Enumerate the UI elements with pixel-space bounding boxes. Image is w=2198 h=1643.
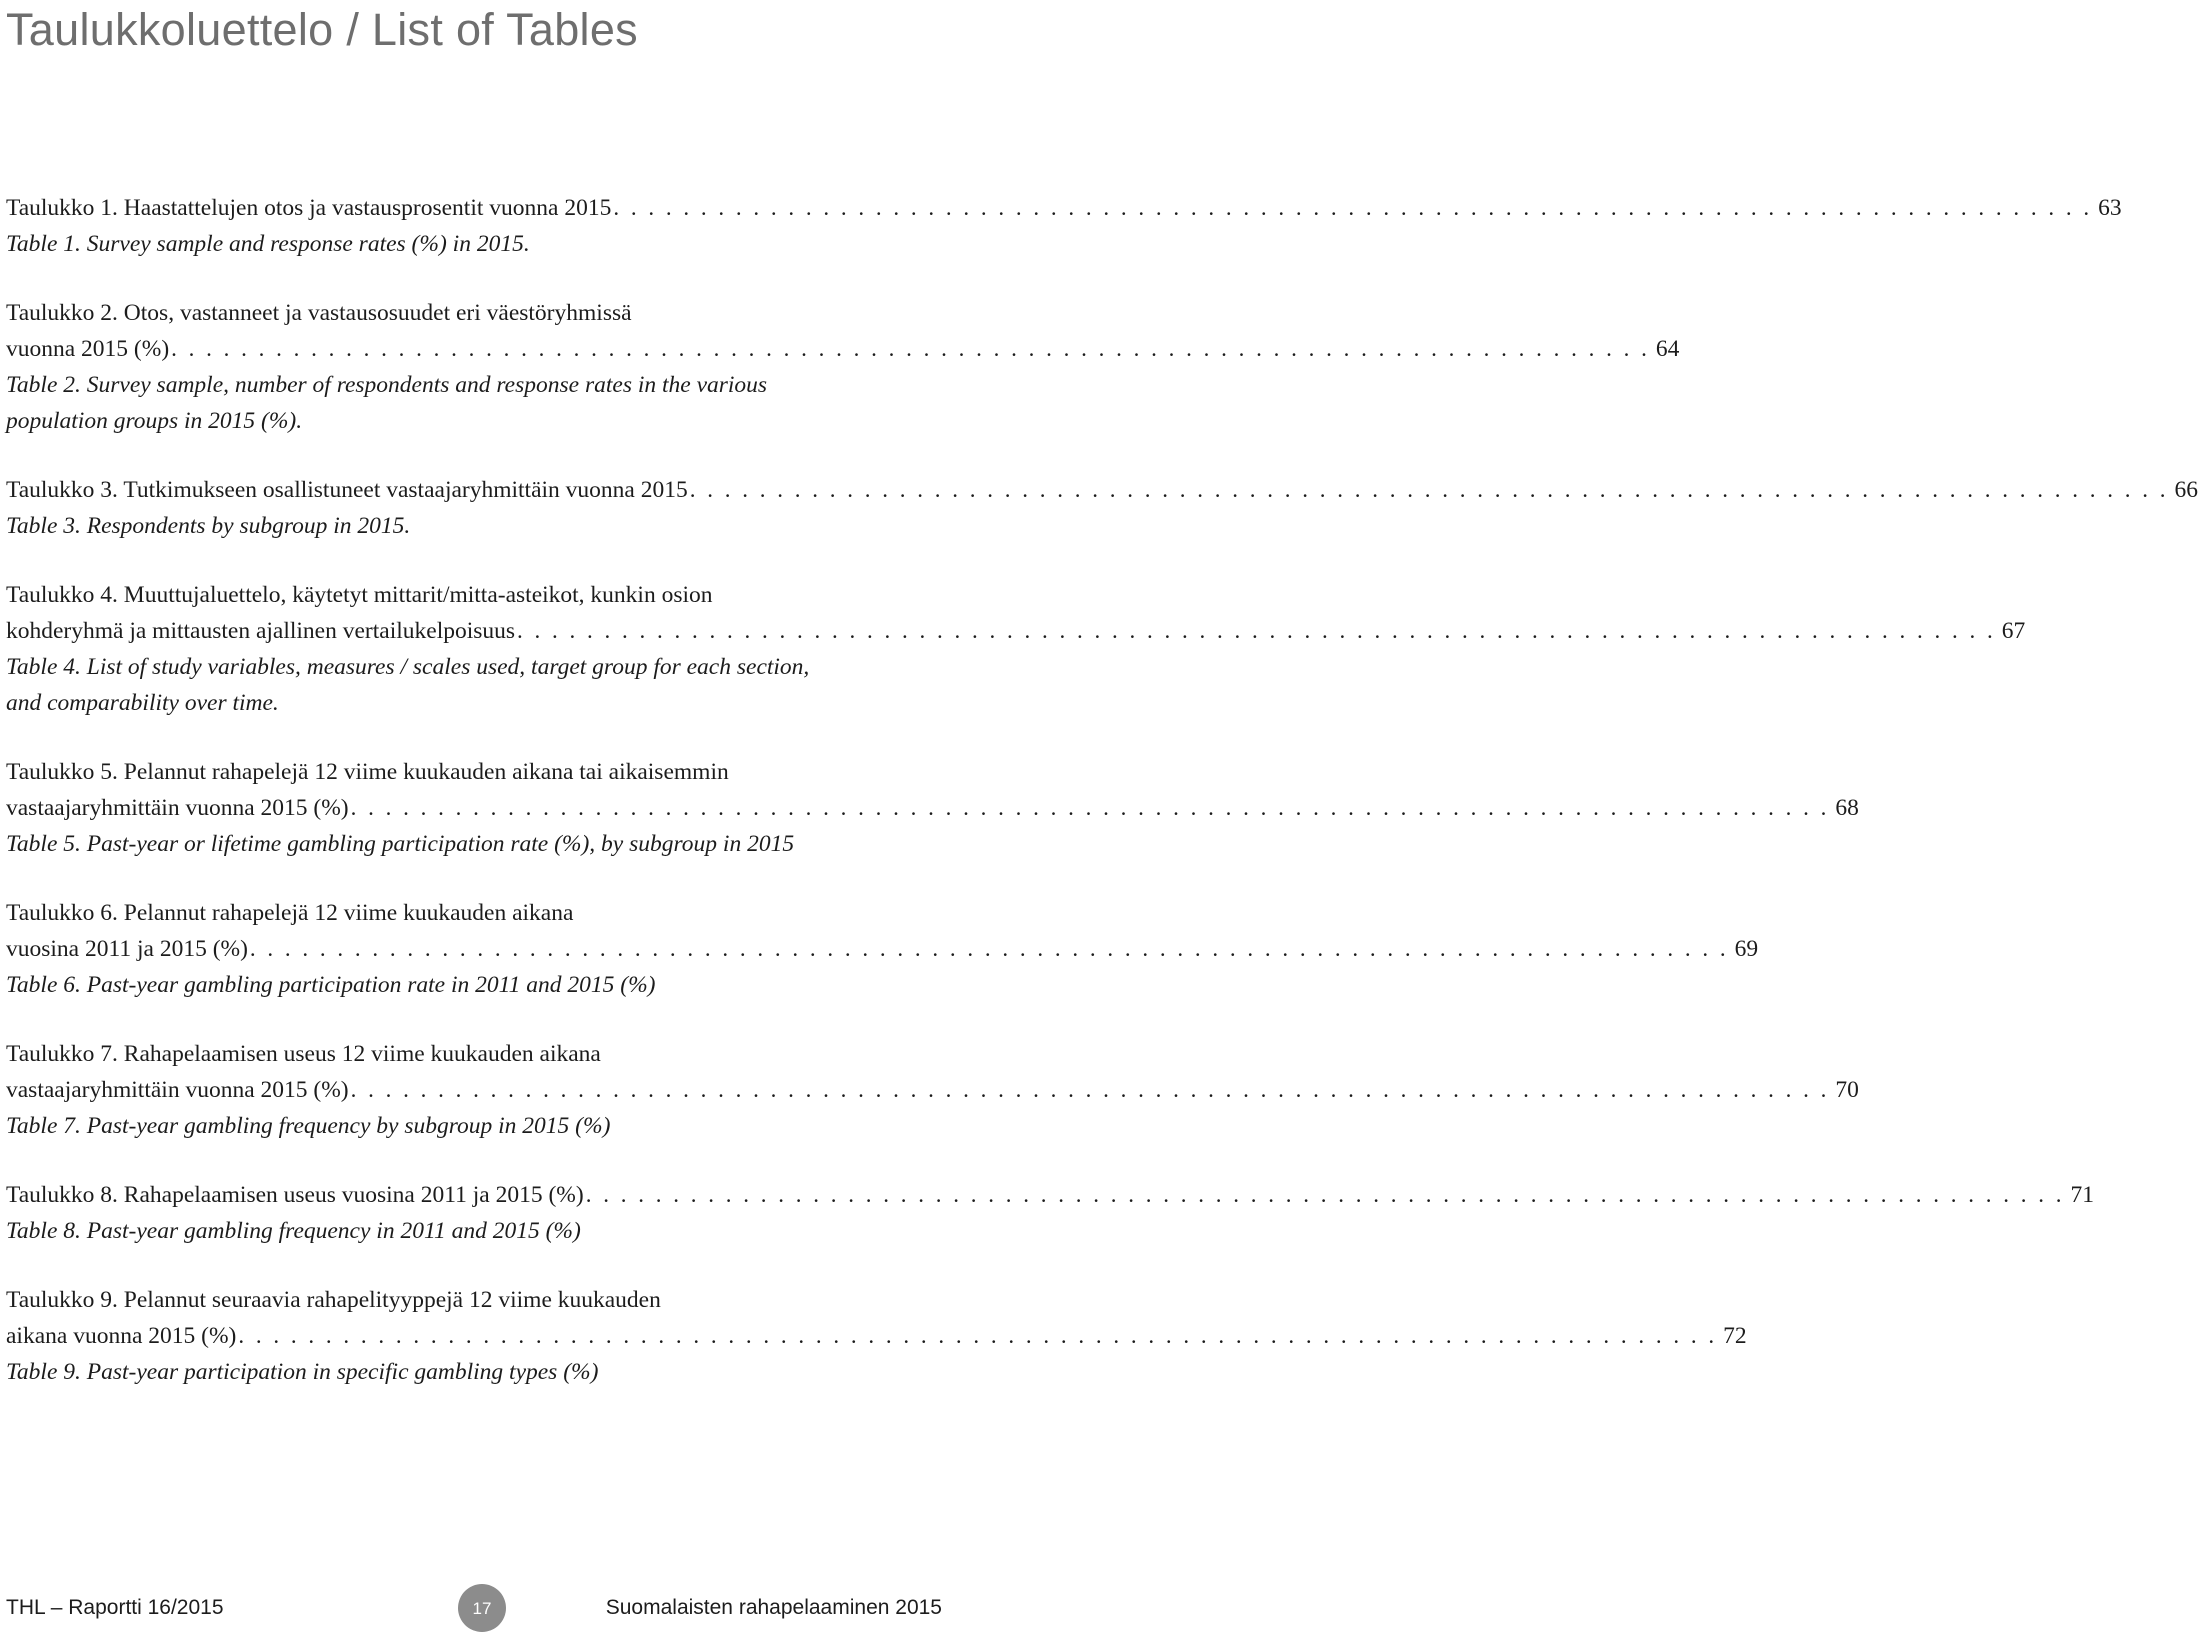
entry-finnish-title-line: Taulukko 4. Muuttujaluettelo, käytetyt mittarit/mitta-asteikot, kunkin osion: [6, 582, 713, 608]
entry-finnish-title-text: vastaajaryhmittäin vuonna 2015 (%): [6, 1077, 349, 1103]
entry-finnish-title-line: [6, 613, 2026, 649]
entry-finnish-title-text: vuonna 2015 (%): [6, 336, 170, 362]
entry-finnish-title-line: [6, 1318, 1747, 1354]
entry-finnish-title-text: vastaajaryhmittäin vuonna 2015 (%): [6, 795, 349, 821]
entry-page-number[interactable]: 63: [2098, 195, 2122, 221]
toc-entry[interactable]: [6, 754, 1859, 862]
entry-finnish-title-line: Taulukko 2. Otos, vastanneet ja vastausosuudet eri väestöryhmissä: [6, 300, 632, 326]
entry-page-number[interactable]: 70: [1835, 1077, 1859, 1103]
dot-leader: . . . . . . . . . . . . . . . . . . . . . . . . . . . . . . . . . . . . . . . . . . . . . . . . . . . . . . . . . . . . . . . . . . . . . . . . . . . . . . . . . . . . .: [249, 936, 1729, 961]
entry-page-number[interactable]: 67: [2001, 618, 2026, 644]
entry-finnish-title-line: [6, 931, 1759, 967]
entry-english-title-line: Table 4. List of study variables, measures / scales used, target group for each section,: [6, 654, 810, 680]
entry-english-title-line: Table 8. Past-year gambling frequency in 2011 and 2015 (%): [6, 1218, 581, 1244]
toc-entry[interactable]: [6, 1036, 1859, 1144]
dot-leader: . . . . . . . . . . . . . . . . . . . . . . . . . . . . . . . . . . . . . . . . . . . . . . . . . . . . . . . . . . . . . . . . . . . . . . . . . . . . . . . . . . . . .: [517, 618, 1996, 643]
entry-english-title-line: Table 6. Past-year gambling participation rate in 2011 and 2015 (%): [6, 972, 656, 998]
entry-english-title-line: Table 9. Past-year participation in specific gambling types (%): [6, 1359, 599, 1385]
dot-leader: . . . . . . . . . . . . . . . . . . . . . . . . . . . . . . . . . . . . . . . . . . . . . . . . . . . . . . . . . . . . . . . . . . . . . . . . . . . . . . . . . . . . .: [585, 1182, 2065, 1207]
entry-finnish-title-line: [6, 1177, 2094, 1213]
entry-english-title-line: Table 1. Survey sample and response rates (%) in 2015.: [6, 231, 530, 257]
entry-english-title-line: Table 7. Past-year gambling frequency by subgroup in 2015 (%): [6, 1113, 611, 1139]
entry-english-title-line: and comparability over time.: [6, 690, 279, 716]
toc-entry[interactable]: [6, 295, 1680, 439]
toc-entry[interactable]: [6, 472, 2198, 544]
entry-finnish-title-line: Taulukko 5. Pelannut rahapelejä 12 viime kuukauden aikana tai aikaisemmin: [6, 759, 729, 785]
entry-finnish-title-line: [6, 331, 1680, 367]
entry-finnish-title-line: Taulukko 9. Pelannut seuraavia rahapelityyppejä 12 viime kuukauden: [6, 1287, 661, 1313]
entry-page-number[interactable]: 69: [1734, 936, 1759, 962]
dot-leader: . . . . . . . . . . . . . . . . . . . . . . . . . . . . . . . . . . . . . . . . . . . . . . . . . . . . . . . . . . . . . . . . . . . . . . . . . . . . . . . . . . . . .: [350, 795, 1830, 820]
entry-finnish-title-text: Taulukko 8. Rahapelaamisen useus vuosina 2011 ja 2015 (%): [6, 1182, 584, 1208]
toc-entry[interactable]: [6, 1177, 2094, 1249]
entry-page-number[interactable]: 71: [2070, 1182, 2094, 1208]
entry-page-number[interactable]: 66: [2174, 477, 2198, 503]
table-list: [6, 190, 2198, 1423]
entry-finnish-title-text: Taulukko 1. Haastattelujen otos ja vastausprosentit vuonna 2015: [6, 195, 612, 221]
dot-leader: . . . . . . . . . . . . . . . . . . . . . . . . . . . . . . . . . . . . . . . . . . . . . . . . . . . . . . . . . . . . . . . . . . . . . . . . . . . . . . . . . . . . .: [689, 477, 2169, 502]
toc-entry[interactable]: [6, 577, 2026, 721]
entry-finnish-title-text: vuosina 2011 ja 2015 (%): [6, 936, 248, 962]
dot-leader: . . . . . . . . . . . . . . . . . . . . . . . . . . . . . . . . . . . . . . . . . . . . . . . . . . . . . . . . . . . . . . . . . . . . . . . . . . . . . . . . . . . . .: [613, 195, 2093, 220]
page-title: Taulukkoluettelo / List of Tables: [6, 4, 638, 55]
entry-english-title-line: population groups in 2015 (%).: [6, 408, 303, 434]
page-number-badge: 17: [458, 1584, 506, 1632]
entry-finnish-title-line: Taulukko 6. Pelannut rahapelejä 12 viime kuukauden aikana: [6, 900, 574, 926]
entry-page-number[interactable]: 64: [1655, 336, 1680, 362]
entry-english-title-line: Table 3. Respondents by subgroup in 2015.: [6, 513, 411, 539]
toc-entry[interactable]: [6, 190, 2122, 262]
entry-finnish-title-line: [6, 472, 2198, 508]
entry-finnish-title-line: [6, 190, 2122, 226]
entry-finnish-title-line: [6, 790, 1859, 826]
dot-leader: . . . . . . . . . . . . . . . . . . . . . . . . . . . . . . . . . . . . . . . . . . . . . . . . . . . . . . . . . . . . . . . . . . . . . . . . . . . . . . . . . . . . .: [171, 336, 1650, 361]
dot-leader: . . . . . . . . . . . . . . . . . . . . . . . . . . . . . . . . . . . . . . . . . . . . . . . . . . . . . . . . . . . . . . . . . . . . . . . . . . . . . . . . . . . . .: [350, 1077, 1830, 1102]
entry-finnish-title-text: aikana vuonna 2015 (%): [6, 1323, 237, 1349]
dot-leader: . . . . . . . . . . . . . . . . . . . . . . . . . . . . . . . . . . . . . . . . . . . . . . . . . . . . . . . . . . . . . . . . . . . . . . . . . . . . . . . . . . . . .: [238, 1323, 1718, 1348]
footer-report-id: THL – Raportti 16/2015: [6, 1596, 224, 1619]
entry-page-number[interactable]: 68: [1835, 795, 1859, 821]
entry-english-title-line: Table 5. Past-year or lifetime gambling participation rate (%), by subgroup in 2015: [6, 831, 795, 857]
entry-finnish-title-line: Taulukko 7. Rahapelaamisen useus 12 viime kuukauden aikana: [6, 1041, 601, 1067]
entry-finnish-title-line: [6, 1072, 1859, 1108]
toc-entry[interactable]: [6, 895, 1759, 1003]
toc-entry[interactable]: [6, 1282, 1747, 1390]
footer-publication-title: Suomalaisten rahapelaaminen 2015: [605, 1596, 942, 1619]
entry-english-title-line: Table 2. Survey sample, number of respondents and response rates in the various: [6, 372, 768, 398]
entry-finnish-title-text: Taulukko 3. Tutkimukseen osallistuneet vastaajaryhmittäin vuonna 2015: [6, 477, 688, 503]
page-footer: [0, 1580, 960, 1636]
entry-page-number[interactable]: 72: [1723, 1323, 1747, 1349]
entry-finnish-title-text: kohderyhmä ja mittausten ajallinen vertailukelpoisuus: [6, 618, 516, 644]
